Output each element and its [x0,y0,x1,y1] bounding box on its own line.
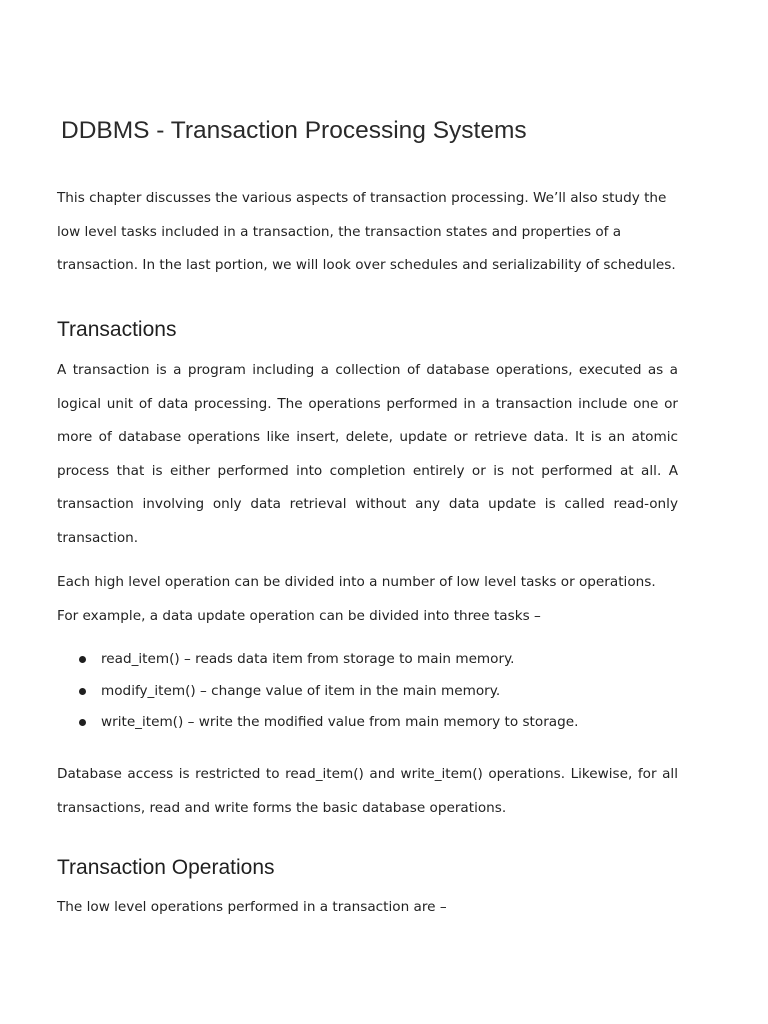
list-item-text: read_item() – reads data item from storage to main memory. [101,651,515,667]
list-item-text: write_item() – write the modified value from main memory to storage. [101,714,579,730]
list-item-text: modify_item() – change value of item in the main memory. [101,682,501,699]
list-item [57,644,678,676]
transaction-operations-paragraph: The low level operations performed in a transaction are – [57,899,447,915]
bullet-icon [79,656,86,663]
task-bullet-list [57,644,678,739]
bullet-icon [79,719,86,726]
transactions-paragraph-1: A transaction is a program including a collection of database operations, executed as a logical unit of data processing. The operations performed in a transaction include one or more of database operations like insert, delete, update or retrieve data. It is an atomic process that is either performed into completion entirely or is not performed at all. A transaction involving only data retrieval without any data update is called read-only transaction. [57,362,678,546]
bullet-icon [79,688,86,695]
transactions-paragraph-2: Each high level operation can be divided into a number of low level tasks or operations. For example, a data update operation can be divided into three tasks – [57,574,656,624]
page-title: DDBMS - Transaction Processing Systems [61,117,527,144]
list-item [57,676,678,708]
section-heading-transaction-operations: Transaction Operations [57,856,275,879]
list-item [57,707,678,739]
intro-paragraph: This chapter discusses the various aspects of transaction processing. We’ll also study the low level tasks included in a transaction, the transaction states and properties of a transaction. In the last portion, we will look over schedules and serializability of schedules. [57,190,676,274]
section-heading-transactions: Transactions [57,318,177,341]
transactions-closing-paragraph: Database access is restricted to read_item() and write_item() operations. Likewise, for all transactions, read and write forms the basic database operations. [57,766,678,816]
